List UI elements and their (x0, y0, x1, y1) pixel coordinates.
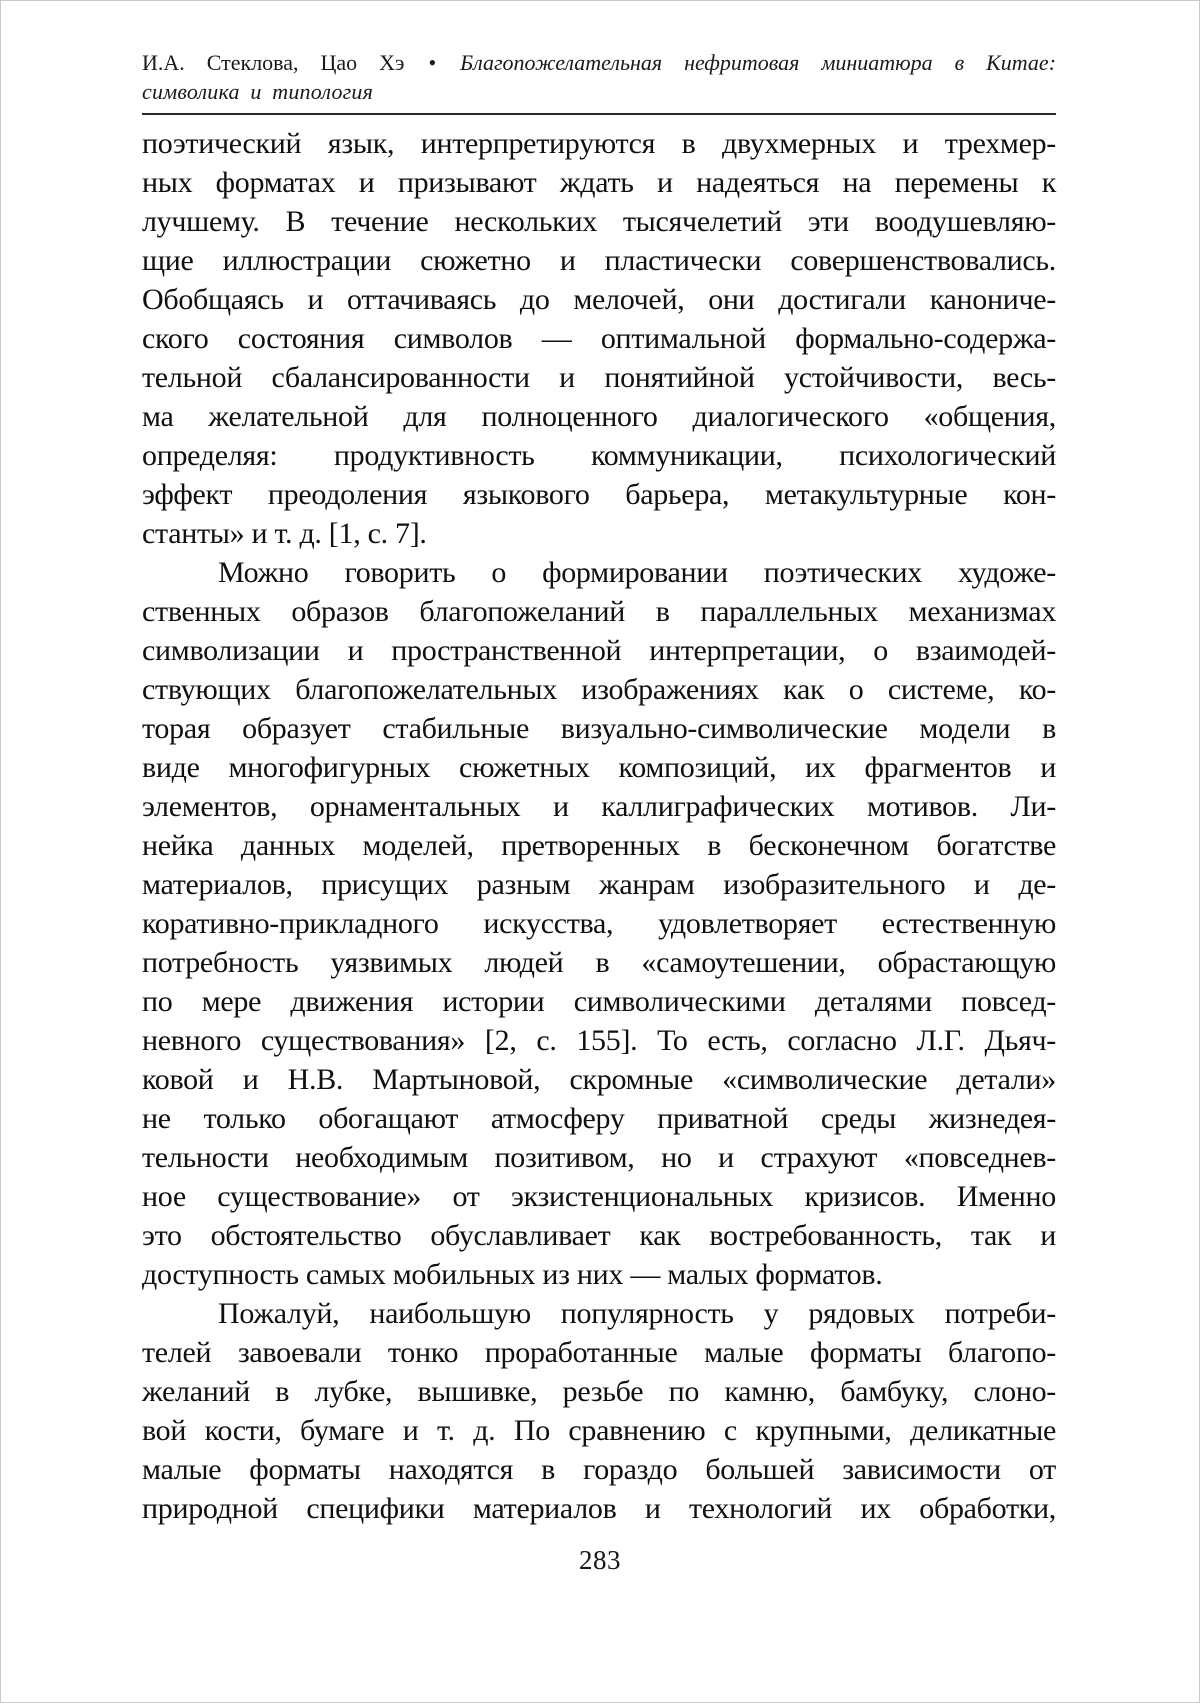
text-line: определяя: продуктивность коммуникации, психологический (142, 439, 1056, 472)
text-line: вой кости, бумаге и т. д. По сравнению с крупными, деликатные (142, 1414, 1056, 1447)
text-line: торая образует стабильные визуально-символические модели в (142, 712, 1056, 745)
running-head-title-part2: символика и типология (142, 79, 374, 104)
text-line: тельной сбалансированности и понятийной устойчивости, весь- (142, 361, 1056, 394)
text-line: природной специфики материалов и технологий их обработки, (142, 1492, 1056, 1525)
page-number: 283 (579, 1545, 621, 1575)
text-line: ковой и Н.В. Мартыновой, скромные «символические детали» (142, 1063, 1056, 1096)
text-line: не только обогащают атмосферу приватной среды жизнедея- (142, 1102, 1056, 1135)
text-line: невного существования» [2, с. 155]. То есть, согласно Л.Г. Дьяч- (142, 1024, 1056, 1057)
text-line: ма желательной для полноценного диалогического «общения, (142, 400, 1056, 433)
text-line: ное существование» от экзистенциональных кризисов. Именно (142, 1180, 1056, 1213)
text-line: тельности необходимым позитивом, но и страхуют «повседнев- (142, 1141, 1056, 1174)
text-line: это обстоятельство обуславливает как востребованность, так и (142, 1219, 1056, 1252)
header-rule (142, 113, 1056, 115)
text-line: щие иллюстрации сюжетно и пластически совершенствовались. (142, 244, 1056, 277)
text-line: ственных образов благопожеланий в параллельных механизмах (142, 595, 1056, 628)
body-text (142, 124, 1056, 1528)
text-line: поэтический язык, интерпретируются в двухмерных и трехмер- (142, 127, 1056, 160)
paragraph (142, 1294, 1056, 1528)
text-line: виде многофигурных сюжетных композиций, их фрагментов и (142, 751, 1056, 784)
text-line: Пожалуй, наибольшую популярность у рядовых потреби- (218, 1297, 1056, 1330)
text-line: Можно говорить о формировании поэтических художе- (218, 556, 1056, 589)
text-line: по мере движения истории символическими деталями повсед- (142, 985, 1056, 1018)
text-line: нейка данных моделей, претворенных в бесконечном богатстве (142, 829, 1056, 862)
text-line: желаний в лубке, вышивке, резьбе по камню, бамбуку, слоно- (142, 1375, 1056, 1408)
running-head-authors: И.А. Стеклова, Цао Хэ (142, 50, 405, 75)
text-line: материалов, присущих разным жанрам изобразительного и де- (142, 868, 1056, 901)
text-line: станты» и т. д. [1, с. 7]. (142, 517, 427, 550)
running-head (142, 48, 1056, 106)
text-line: коративно-прикладного искусства, удовлетворяет естественную (142, 907, 1056, 940)
text-line: ных форматах и призывают ждать и надеяться на перемены к (142, 166, 1056, 199)
bullet-separator: • (428, 50, 437, 75)
text-line: лучшему. В течение нескольких тысячелетий эти воодушевляю- (142, 205, 1056, 238)
text-line: ского состояния символов — оптимальной формально-содержа- (142, 322, 1056, 355)
text-line: элементов, орнаментальных и каллиграфических мотивов. Ли- (142, 790, 1056, 823)
paragraph (142, 124, 1056, 553)
page-content (142, 1, 1056, 1528)
paragraph (142, 553, 1056, 1294)
text-line: доступность самых мобильных из них — малых форматов. (142, 1258, 883, 1291)
text-line: ствующих благопожелательных изображениях как о системе, ко- (142, 673, 1056, 706)
running-head-line1 (142, 48, 1056, 77)
text-line: телей завоевали тонко проработанные малые форматы благопо- (142, 1336, 1056, 1369)
text-line: малые форматы находятся в гораздо большей зависимости от (142, 1453, 1056, 1486)
text-line: Обобщаясь и оттачиваясь до мелочей, они достигали канониче- (142, 283, 1056, 316)
running-head-title-part1: Благопожелательная нефритовая миниатюра в Китае: (460, 50, 1057, 75)
text-line: эффект преодоления языкового барьера, метакультурные кон- (142, 478, 1056, 511)
text-line: потребность уязвимых людей в «самоутешении, обрастающую (142, 946, 1056, 979)
text-line: символизации и пространственной интерпретации, о взаимодей- (142, 634, 1056, 667)
